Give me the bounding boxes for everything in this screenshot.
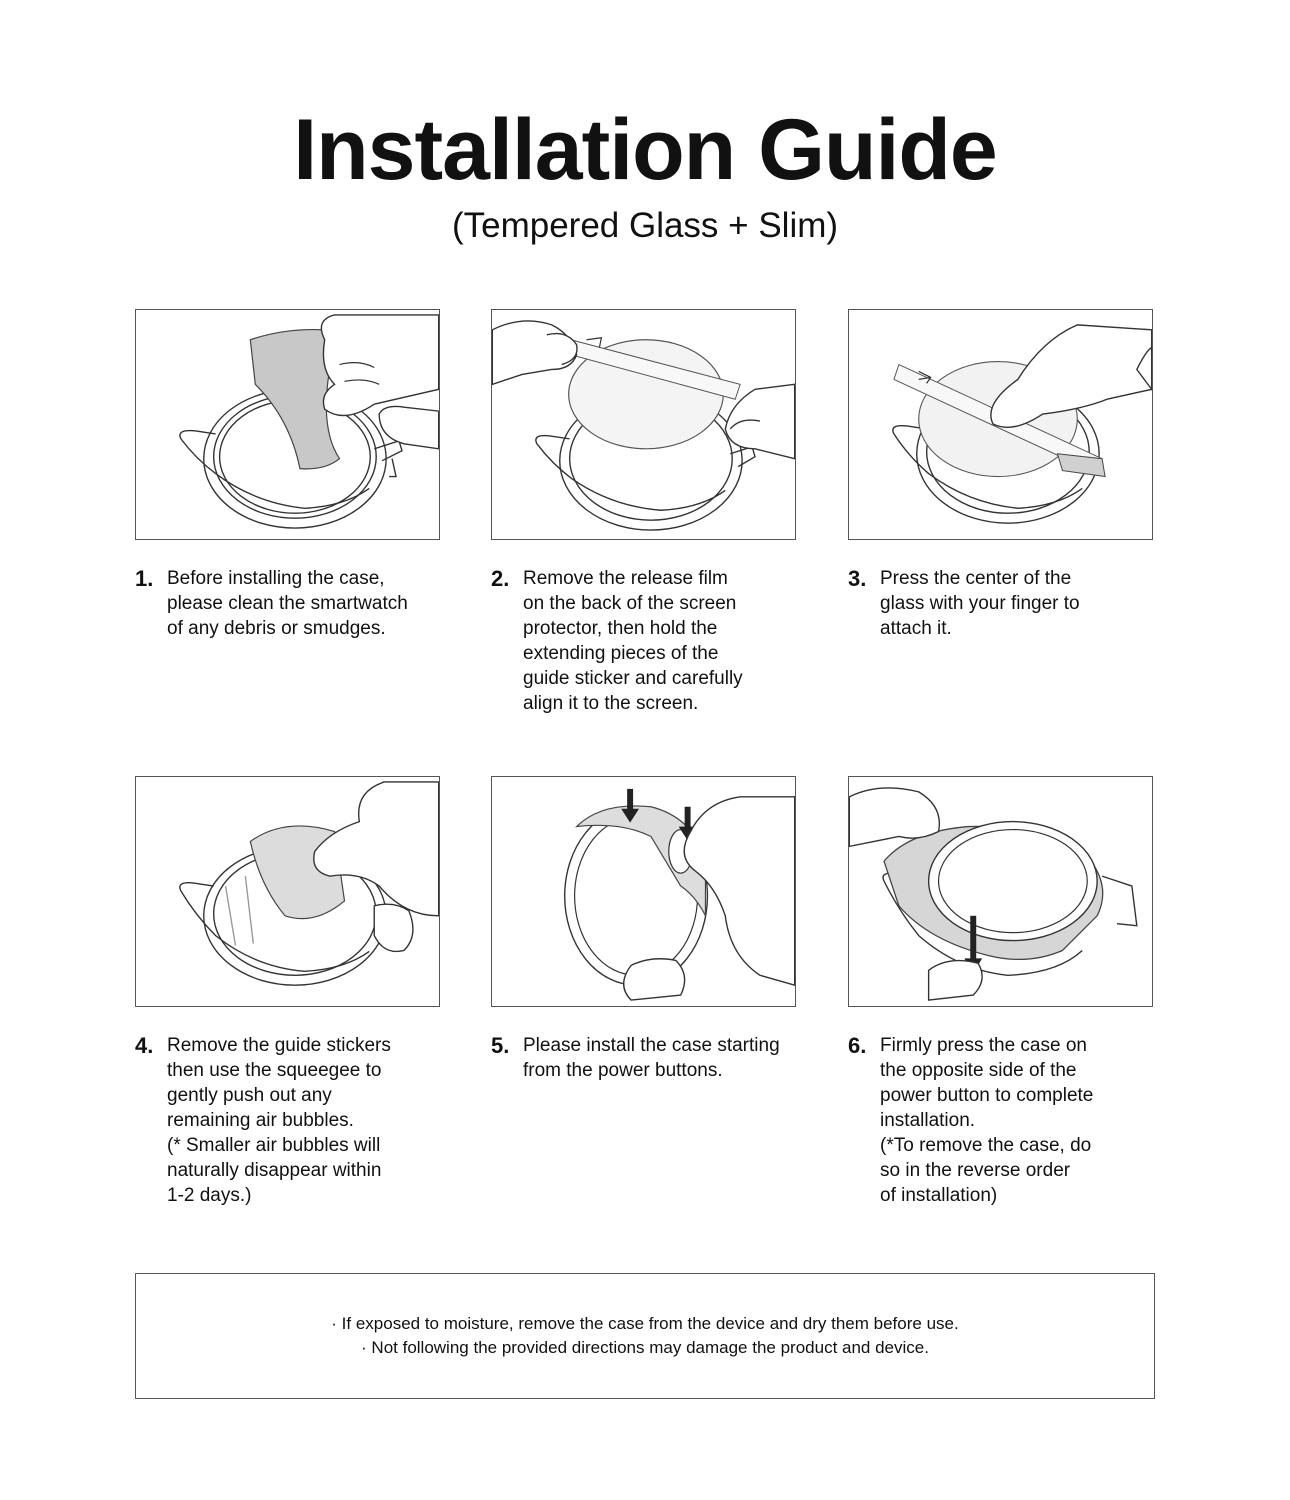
step-text: Please install the case starting from the power buttons. xyxy=(523,1035,780,1081)
step-number: 4. xyxy=(135,1033,154,1058)
page-title: Installation Guide xyxy=(293,102,997,198)
step-number: 1. xyxy=(135,566,154,591)
step-1-illustration xyxy=(135,309,440,540)
step-text: Press the center of the glass with your finger to attach it. xyxy=(880,568,1080,639)
step-number: 5. xyxy=(491,1033,510,1058)
page-subtitle: (Tempered Glass + Slim) xyxy=(451,206,839,245)
step-text: Before installing the case, please clean the smartwatch of any debris or smudges. xyxy=(167,568,408,639)
note-moisture: · If exposed to moisture, remove the case from the device and dry them before use. xyxy=(331,1314,959,1333)
step-number: 6. xyxy=(848,1033,867,1058)
step-text: Remove the guide stickers then use the squeegee to gently push out any remaining air bubbles. (* Smaller air bubbles will naturally disappear within 1-2 days.) xyxy=(167,1035,391,1206)
step-text: Remove the release film on the back of the screen protector, then hold the extending pieces of the guide sticker and carefully align it to the screen. xyxy=(523,568,743,714)
step-5 xyxy=(491,1033,811,1083)
step-4-illustration xyxy=(135,776,440,1007)
step-6 xyxy=(848,1033,1148,1208)
step-3 xyxy=(848,566,1148,641)
note-directions: · Not following the provided directions may damage the product and device. xyxy=(361,1338,929,1357)
step-1 xyxy=(135,566,435,641)
step-6-illustration xyxy=(848,776,1153,1007)
step-text: Firmly press the case on the opposite side of the power button to complete installation. (*To remove the case, do so in the reverse order of installation) xyxy=(880,1035,1094,1206)
step-2 xyxy=(491,566,791,716)
step-number: 2. xyxy=(491,566,510,591)
step-3-illustration xyxy=(848,309,1153,540)
step-5-illustration xyxy=(491,776,796,1007)
step-2-illustration xyxy=(491,309,796,540)
step-number: 3. xyxy=(848,566,867,591)
step-4 xyxy=(135,1033,435,1208)
caution-notes-box xyxy=(135,1273,1155,1399)
